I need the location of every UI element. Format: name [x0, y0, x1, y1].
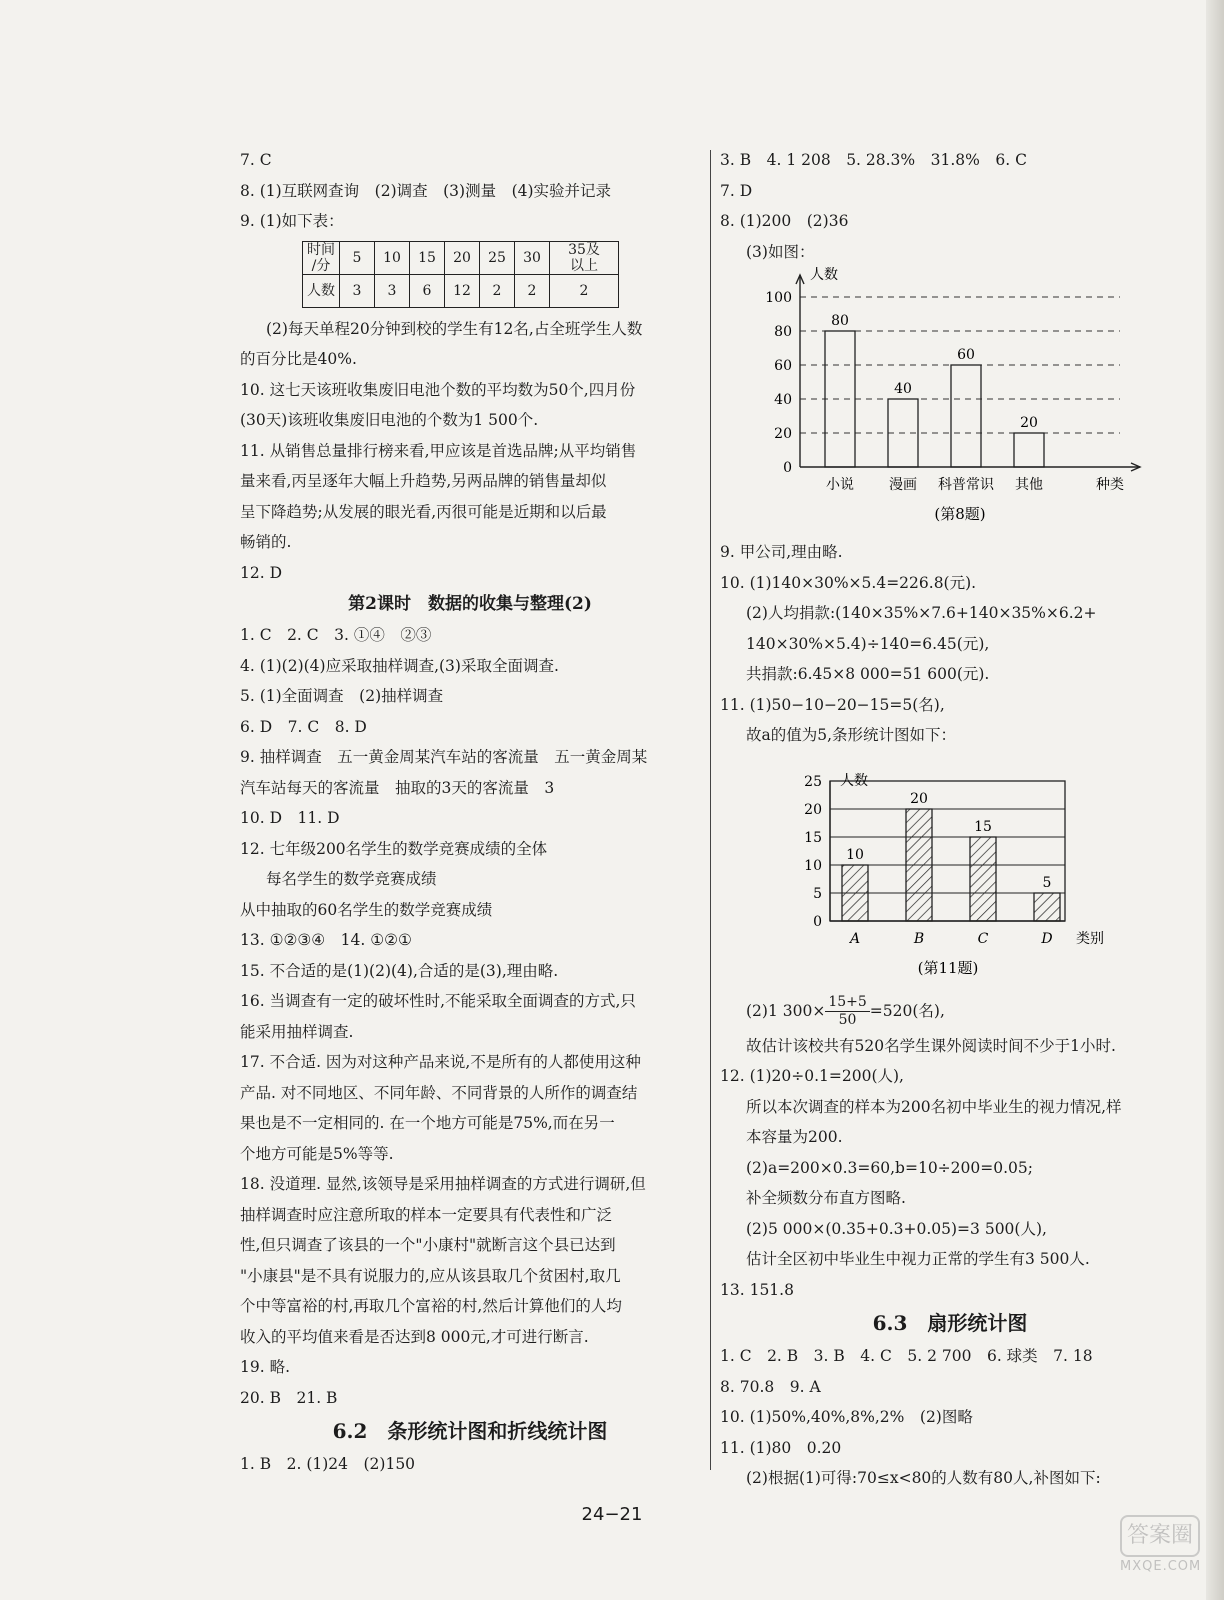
table-header-cell: 20: [445, 241, 480, 274]
x-tick-label: 漫画: [889, 477, 917, 493]
lesson2-answer-17: 17. 不合适. 因为对这种产品来说,不是所有的人都使用这种: [240, 1053, 641, 1071]
answer-9: 9. (1)如下表：: [240, 212, 344, 230]
answer-8-part3: (3)如图：: [746, 242, 815, 261]
answer-8-right: 8. (1)200 (2)36: [720, 212, 849, 230]
x-axis-label: 类别: [1076, 930, 1104, 947]
bar: [1034, 893, 1060, 921]
lesson2-answer-18-cont: 收入的平均值来看是否达到8 000元,才可进行断言.: [240, 1327, 589, 1346]
data-label: 80: [831, 313, 849, 329]
answer-7: 7. C: [240, 151, 272, 169]
section-heading-lesson2: 第2课时 数据的收集与整理(2): [348, 594, 592, 614]
x-tick-label: C: [977, 930, 989, 947]
answer-8: 8. (1)互联网查询 (2)调查 (3)测量 (4)实验并记录: [240, 181, 612, 200]
table-header-cell: 10: [375, 241, 410, 274]
lesson2-answer-13: 13. ①②③④ 14. ①②①: [240, 931, 412, 949]
lesson2-answer-16: 16. 当调查有一定的破坏性时,不能采取全面调查的方式,只: [240, 992, 636, 1010]
lesson2-answer-12-cont: 从中抽取的60名学生的数学竞赛成绩: [240, 900, 493, 919]
page-edge: [1206, 0, 1224, 1600]
left-column: [240, 145, 700, 1480]
bar: [1014, 433, 1044, 467]
page-number: 24−21: [581, 1504, 643, 1525]
table-cell: 2: [515, 274, 550, 307]
answer-11-conclusion: 故估计该校共有520名学生课外阅读时间不少于1小时.: [746, 1036, 1116, 1055]
answer-10-part2: (2)人均捐款:(140×35%×7.6+140×35%×6.2+: [746, 604, 1097, 622]
data-label: 40: [894, 381, 912, 397]
table-header-cell: 25: [480, 241, 515, 274]
bar-chart-q11: [720, 751, 1160, 991]
table-header-cell: 时间 /分: [303, 241, 340, 274]
lesson2-answer-17-cont: 个地方可能是5%等等.: [240, 1144, 394, 1163]
fraction-denominator: 50: [838, 1012, 857, 1028]
section-heading-6-3: 6.3 扇形统计图: [872, 1311, 1028, 1335]
data-label: 15: [974, 818, 992, 835]
y-tick-label: 20: [774, 426, 792, 442]
x-tick-label: B: [913, 930, 925, 947]
answer-12-right: 12. (1)20÷0.1=200(人),: [720, 1067, 904, 1085]
watermark-bottom: MXQE.COM: [1120, 1559, 1202, 1574]
y-tick-label: 20: [804, 801, 822, 818]
lesson2-answer-18: 18. 没道理. 显然,该领导是采用抽样调查的方式进行调研,但: [240, 1175, 646, 1193]
lesson2-answer-18-cont: 性,但只调查了该县的一个"小康村"就断言这个县已达到: [240, 1236, 616, 1254]
lesson2-answer-6: 6. D 7. C 8. D: [240, 717, 367, 736]
y-tick-label: 0: [783, 460, 792, 476]
answer-9-table: [302, 241, 619, 308]
data-label: 5: [1042, 874, 1052, 891]
table-header-cell: 30: [515, 241, 550, 274]
section63-answer-11-cont: (2)根据(1)可得:70≤x<80的人数有80人,补图如下:: [746, 1469, 1101, 1487]
y-tick-label: 60: [774, 358, 792, 374]
chart-caption: (第11题): [917, 958, 979, 977]
answer-13-right: 13. 151.8: [720, 1280, 794, 1299]
x-axis-label: 种类: [1096, 477, 1124, 493]
answer-11: 11. 从销售总量排行榜来看,甲应该是首选品牌;从平均销售: [240, 441, 637, 460]
lesson2-answer-16-cont: 能采用抽样调查.: [240, 1022, 354, 1041]
section63-answer-8: 8. 70.8 9. A: [720, 1377, 821, 1396]
answer-10-cont: (30天)该班收集废旧电池的个数为1 500个.: [240, 411, 539, 429]
lesson2-answer-1: 1. C 2. C 3. ①④ ②③: [240, 626, 432, 644]
fraction: [825, 994, 869, 1029]
answer-11-cont: 畅销的.: [240, 533, 292, 551]
section63-answer-11: 11. (1)80 0.20: [720, 1438, 842, 1457]
lesson2-answer-17-cont: 果也是不一定相同的. 在一个地方可能是75%,而在另一: [240, 1114, 615, 1132]
lesson2-answer-20: 20. B 21. B: [240, 1388, 338, 1407]
table-cell: 12: [445, 274, 480, 307]
watermark-top: 答案圈: [1120, 1515, 1200, 1557]
data-label: 20: [1020, 415, 1038, 431]
bar: [825, 331, 855, 467]
answer-10: 10. 这七天该班收集废旧电池个数的平均数为50个,四月份: [240, 380, 636, 399]
right-column: [720, 145, 1180, 1494]
section63-answer-1: 1. C 2. B 3. B 4. C 5. 2 700 6. 球类 7. 18: [720, 1347, 1093, 1365]
answer-3-6: 3. B 4. 1 208 5. 28.3% 31.8% 6. C: [720, 151, 1027, 169]
y-tick-label: 40: [774, 392, 792, 408]
answer-11-part2: [720, 991, 1180, 1031]
watermark-logo: [1120, 1515, 1200, 1585]
table-row-label: 人数: [303, 274, 340, 307]
y-tick-label: 25: [804, 773, 822, 790]
x-tick-label: A: [849, 930, 861, 947]
y-tick-label: 0: [813, 913, 822, 930]
table-cell: 3: [375, 274, 410, 307]
bar: [951, 365, 981, 467]
section63-answer-10: 10. (1)50%,40%,8%,2% (2)图略: [720, 1408, 973, 1426]
lesson2-answer-15: 15. 不合适的是(1)(2)(4),合适的是(3),理由略.: [240, 961, 559, 980]
y-axis-label: 人数: [810, 267, 838, 283]
fraction-numerator: 15+5: [825, 994, 869, 1012]
x-tick-label: D: [1041, 930, 1053, 947]
answer-11-part2-suffix: =520(名),: [869, 1001, 945, 1020]
column-divider: [710, 150, 711, 1470]
y-tick-label: 10: [804, 857, 822, 874]
y-tick-label: 80: [774, 324, 792, 340]
lesson2-answer-5: 5. (1)全面调查 (2)抽样调查: [240, 687, 444, 705]
x-tick-label: 小说: [826, 477, 854, 493]
answer-10-part2-cont: 140×30%×5.4)÷140=6.45(元),: [746, 634, 990, 653]
bar-chart-q8: [720, 267, 1160, 537]
answer-7-right: 7. D: [720, 181, 753, 200]
lesson2-answer-17-cont: 产品. 对不同地区、不同年龄、不同背景的人所作的调查结: [240, 1083, 638, 1102]
table-cell: 2: [550, 274, 619, 307]
data-label: 60: [957, 347, 975, 363]
lesson2-answer-4: 4. (1)(2)(4)应采取抽样调查,(3)采取全面调查.: [240, 656, 559, 675]
bar: [970, 837, 996, 921]
lesson2-answer-9-cont: 汽车站每天的客流量 抽取的3天的客流量 3: [240, 778, 555, 797]
data-label: 20: [910, 790, 928, 807]
chart-caption: (第8题): [934, 505, 986, 523]
answer-12-cont: 本容量为200.: [746, 1128, 843, 1146]
answer-12-part3-cont: 估计全区初中毕业生中视力正常的学生有3 500人.: [746, 1250, 1090, 1268]
lesson2-answer-10: 10. D 11. D: [240, 809, 340, 827]
table-cell: 3: [340, 274, 375, 307]
table-header-cell: 5: [340, 241, 375, 274]
answer-12-part3: (2)5 000×(0.35+0.3+0.05)=3 500(人),: [746, 1219, 1047, 1238]
section-heading-6-2: 6.2 条形统计图和折线统计图: [332, 1419, 608, 1443]
answer-12-cont: 所以本次调查的样本为200名初中毕业生的视力情况,样: [746, 1097, 1122, 1116]
lesson2-answer-18-cont: "小康县"是不具有说服力的,应从该县取几个贫困村,取几: [240, 1266, 621, 1285]
bar: [842, 865, 868, 921]
answer-10-total: 共捐款:6.45×8 000=51 600(元).: [746, 665, 990, 683]
lesson2-answer-18-cont: 个中等富裕的村,再取几个富裕的村,然后计算他们的人均: [240, 1297, 622, 1315]
answer-10-right: 10. (1)140×30%×5.4=226.8(元).: [720, 573, 977, 592]
answer-11-right: 11. (1)50−10−20−15=5(名),: [720, 695, 945, 714]
lesson2-answer-12-cont: 每名学生的数学竞赛成绩: [266, 870, 437, 888]
answer-9-part2: (2)每天单程20分钟到校的学生有12名,占全班学生人数: [266, 319, 643, 338]
table-header-cell: 35及 以上: [550, 241, 619, 274]
bar: [906, 809, 932, 921]
y-tick-label: 100: [765, 290, 792, 306]
answer-9-part2-cont: 的百分比是40%.: [240, 350, 357, 368]
answer-11-cont: 呈下降趋势;从发展的眼光看,丙很可能是近期和以后最: [240, 502, 607, 521]
table-cell: 6: [410, 274, 445, 307]
lesson2-answer-12: 12. 七年级200名学生的数学竞赛成绩的全体: [240, 839, 548, 858]
y-tick-label: 5: [813, 885, 822, 902]
answer-11-part2-prefix: (2)1 300×: [746, 1001, 826, 1020]
x-tick-label: 科普常识: [938, 477, 994, 493]
answer-11-cont: 量来看,丙呈逐年大幅上升趋势,另两品牌的销售量却似: [240, 472, 607, 490]
lesson2-answer-18-cont: 抽样调查时应注意所取的样本一定要具有代表性和广泛: [240, 1205, 613, 1224]
answer-9-right: 9. 甲公司,理由略.: [720, 543, 843, 561]
answer-11-note: 故a的值为5,条形统计图如下：: [746, 726, 957, 744]
section62-answer-1: 1. B 2. (1)24 (2)150: [240, 1455, 416, 1473]
answer-12: 12. D: [240, 563, 283, 582]
table-cell: 2: [480, 274, 515, 307]
data-label: 10: [846, 846, 864, 863]
x-tick-label: 其他: [1015, 477, 1043, 493]
lesson2-answer-19: 19. 略.: [240, 1358, 291, 1376]
lesson2-answer-9: 9. 抽样调查 五一黄金周某汽车站的客流量 五一黄金周某: [240, 748, 648, 766]
y-tick-label: 15: [804, 829, 822, 846]
answer-12-part2: (2)a=200×0.3=60,b=10÷200=0.05;: [746, 1158, 1033, 1177]
answer-12-part2-cont: 补全频数分布直方图略.: [746, 1189, 906, 1207]
y-axis-label: 人数: [840, 772, 868, 789]
table-header-cell: 15: [410, 241, 445, 274]
